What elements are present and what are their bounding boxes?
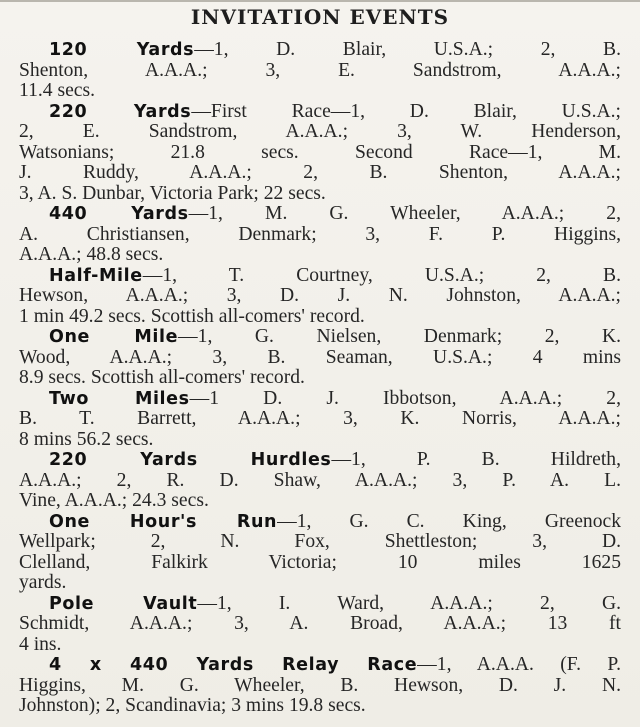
result-line — [19, 491, 621, 512]
result-text: —1, G. Nielsen, Denmark; 2, K. — [178, 327, 621, 347]
results-column — [19, 40, 621, 717]
result-line — [19, 573, 621, 594]
result-text: Higgins, M. G. Wheeler, B. Hewson, D. J. N. — [19, 675, 621, 696]
result-entry — [19, 389, 621, 451]
result-entry — [19, 40, 621, 102]
result-line — [19, 430, 621, 451]
result-text: Watsonians; 21.8 secs. Second Race—1, M. — [19, 142, 621, 163]
result-text: Schmidt, A.A.A.; 3, A. Broad, A.A.A.; 13 ft — [19, 614, 621, 634]
result-line — [19, 327, 621, 348]
result-text: yards. — [19, 573, 67, 593]
result-line — [19, 266, 621, 287]
result-text: 8.9 secs. Scottish all-comers' record. — [19, 368, 305, 388]
result-line — [19, 204, 621, 225]
result-text: A. Christiansen, Denmark; 3, F. P. Higgins, — [19, 224, 621, 245]
result-text: 8 mins 56.2 secs. — [19, 429, 154, 450]
result-text: —1, I. Ward, A.A.A.; 2, G. — [197, 593, 621, 614]
event-name: 220 Yards Hurdles — [49, 450, 332, 470]
top-rule — [0, 0, 640, 2]
result-entry — [19, 655, 621, 717]
result-text: —1 D. J. Ibbotson, A.A.A.; 2, — [189, 388, 621, 409]
result-line — [19, 348, 621, 369]
result-entry — [19, 204, 621, 266]
result-line — [19, 40, 621, 61]
result-text: 4 ins. — [19, 634, 62, 655]
result-line — [19, 696, 621, 717]
result-text: —1, M. G. Wheeler, A.A.A.; 2, — [188, 204, 621, 224]
result-line — [19, 225, 621, 246]
result-text: B. T. Barrett, A.A.A.; 3, K. Norris, A.A.A.; — [19, 409, 621, 429]
result-text: Vine, A.A.A.; 24.3 secs. — [19, 491, 209, 511]
result-line — [19, 286, 621, 307]
result-entry — [19, 512, 621, 594]
section-heading: INVITATION EVENTS — [190, 5, 450, 29]
result-line — [19, 594, 621, 615]
result-text: —1, A.A.A. (F. P. — [417, 655, 621, 675]
result-line — [19, 676, 621, 697]
result-line — [19, 163, 621, 184]
result-text: —1, G. C. King, Greenock — [277, 511, 621, 532]
result-text: Clelland, Falkirk Victoria; 10 miles 1625 — [19, 552, 621, 573]
result-line — [19, 655, 621, 676]
result-entry — [19, 327, 621, 389]
result-text: Wellpark; 2, N. Fox, Shettleston; 3, D. — [19, 532, 621, 552]
result-entry — [19, 266, 621, 328]
result-text: 3, A. S. Dunbar, Victoria Park; 22 secs. — [19, 183, 326, 204]
result-line — [19, 532, 621, 553]
result-text: Hewson, A.A.A.; 3, D. J. N. Johnston, A.A.A.; — [19, 286, 621, 306]
event-name: 120 Yards — [49, 40, 195, 60]
result-line — [19, 471, 621, 492]
event-name: 220 Yards — [49, 101, 192, 122]
result-line — [19, 450, 621, 471]
result-entry — [19, 594, 621, 656]
result-text: A.A.A.; 48.8 secs. — [19, 245, 164, 265]
result-text: —1, D. Blair, U.S.A.; 2, B. — [194, 40, 621, 60]
result-line — [19, 409, 621, 430]
result-text: 1 min 49.2 secs. Scottish all-comers' record. — [19, 306, 365, 327]
result-text: Johnston); 2, Scandinavia; 3 mins 19.8 secs. — [19, 696, 366, 716]
result-text: —1, P. B. Hildreth, — [331, 450, 621, 470]
event-name: Half-Mile — [49, 265, 143, 286]
result-line — [19, 122, 621, 143]
result-line — [19, 635, 621, 656]
result-line — [19, 512, 621, 533]
result-text: 11.4 secs. — [19, 81, 96, 101]
result-line — [19, 368, 621, 389]
result-entry — [19, 102, 621, 205]
event-name: Pole Vault — [49, 593, 198, 614]
event-name: 4 x 440 Yards Relay Race — [49, 655, 418, 675]
result-text: A.A.A.; 2, R. D. Shaw, A.A.A.; 3, P. A. L. — [19, 470, 621, 491]
result-line — [19, 245, 621, 266]
result-line — [19, 61, 621, 82]
result-text: Shenton, A.A.A.; 3, E. Sandstrom, A.A.A.; — [19, 60, 621, 81]
result-line — [19, 553, 621, 574]
event-name: One Hour's Run — [49, 511, 278, 532]
event-name: 440 Yards — [49, 204, 189, 224]
result-line — [19, 307, 621, 328]
event-name: One Mile — [49, 327, 179, 347]
event-name: Two Miles — [49, 388, 190, 409]
result-line — [19, 102, 621, 123]
result-entry — [19, 450, 621, 512]
result-line — [19, 389, 621, 410]
result-line — [19, 184, 621, 205]
result-text: —1, T. Courtney, U.S.A.; 2, B. — [142, 265, 621, 286]
result-line — [19, 614, 621, 635]
result-text: 2, E. Sandstrom, A.A.A.; 3, W. Henderson, — [19, 122, 621, 142]
result-line — [19, 143, 621, 164]
result-line — [19, 81, 621, 102]
result-text: Wood, A.A.A.; 3, B. Seaman, U.S.A.; 4 mins — [19, 347, 621, 368]
result-text: —First Race—1, D. Blair, U.S.A.; — [191, 101, 621, 122]
result-text: J. Ruddy, A.A.A.; 2, B. Shenton, A.A.A.; — [19, 163, 621, 183]
